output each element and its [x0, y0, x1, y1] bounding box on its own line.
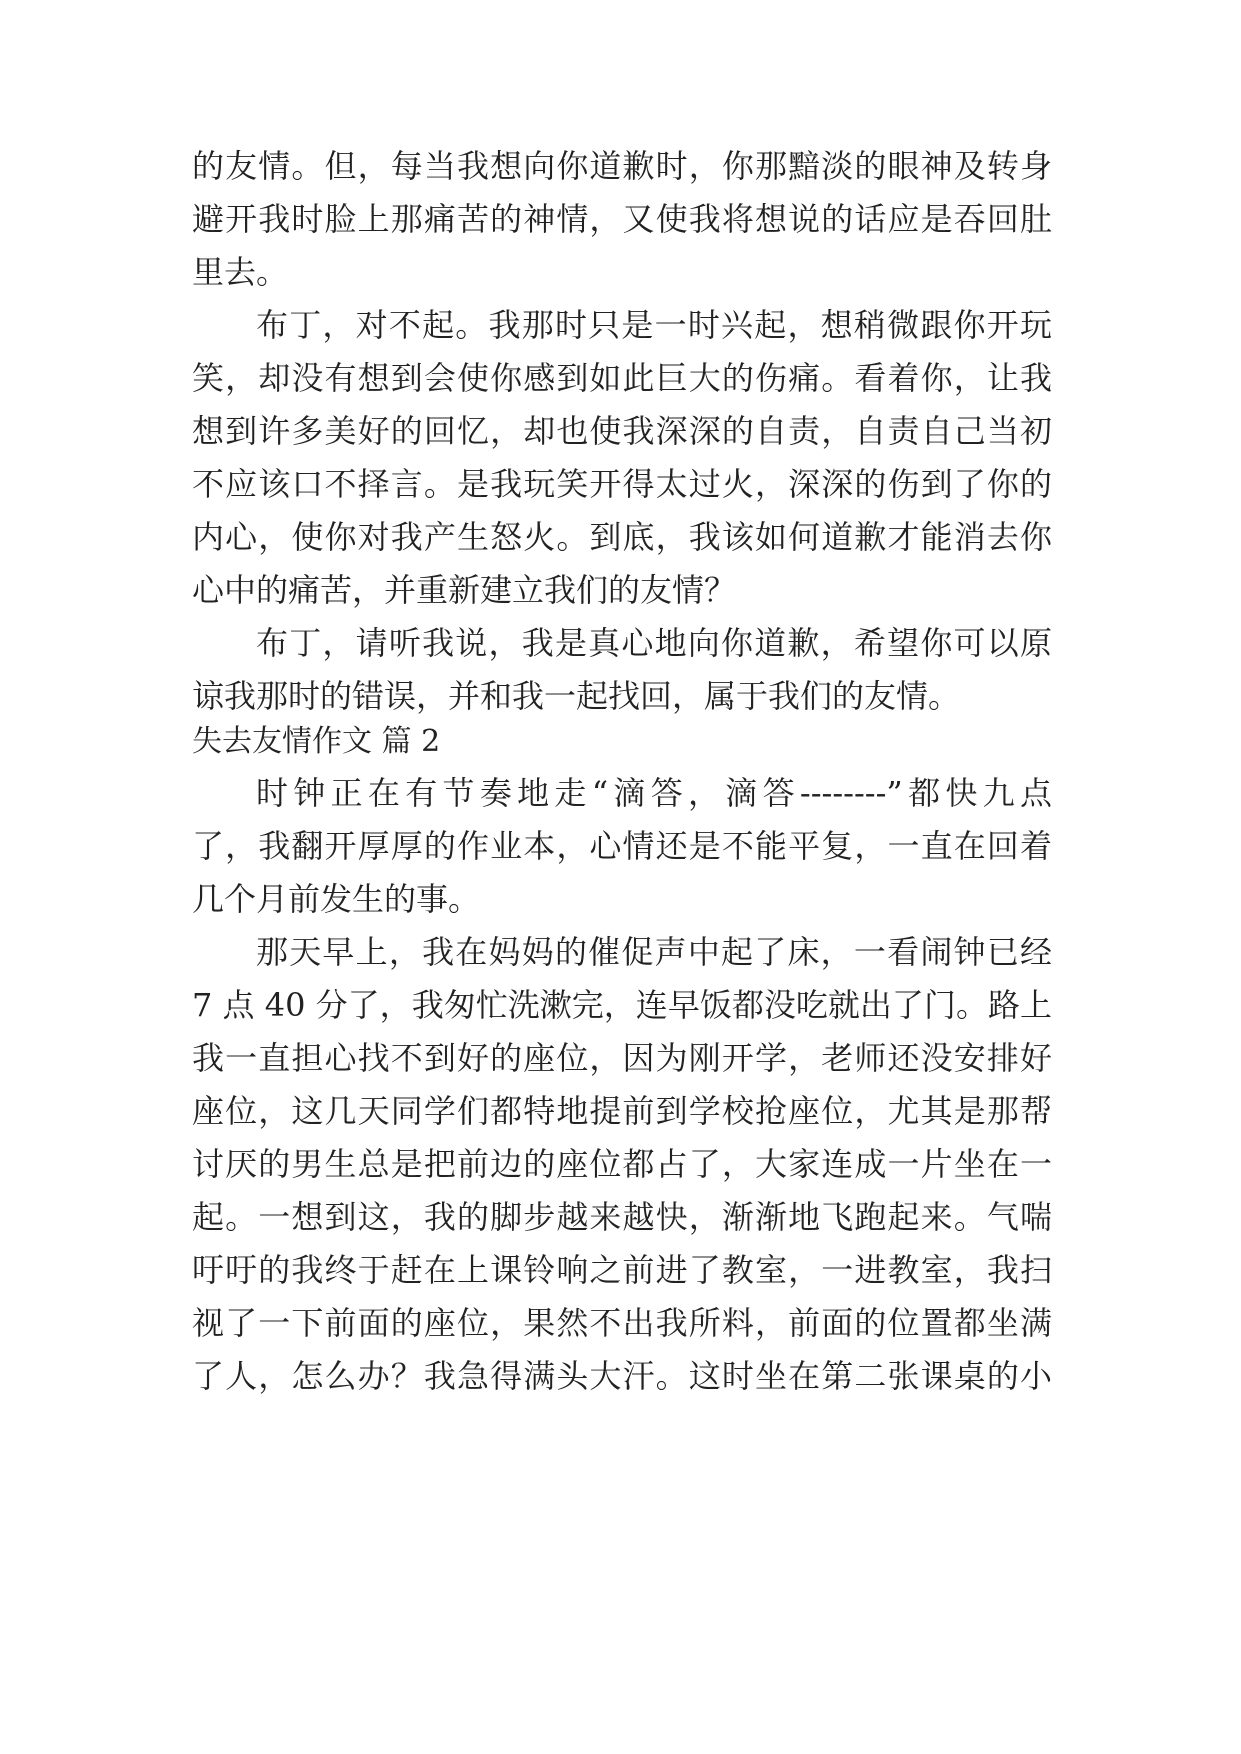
paragraph-line: 了人，怎么办？我急得满头大汗。这时坐在第二张课桌的小 [192, 1357, 1052, 1395]
paragraph-line: 避开我时脸上那痛苦的神情，又使我将想说的话应是吞回肚 [192, 200, 1052, 238]
paragraph-line: 讨厌的男生总是把前边的座位都占了，大家连成一片坐在一 [192, 1145, 1052, 1183]
paragraph-line: 里去。 [192, 253, 289, 291]
paragraph-line: 7 点 40 分了，我匆忙洗漱完，连早饭都没吃就出了门。路上 [192, 986, 1052, 1024]
paragraph-line: 布丁，请听我说，我是真心地向你道歉，希望你可以原 [256, 624, 1052, 662]
paragraph-line: 谅我那时的错误，并和我一起找回，属于我们的友情。 [192, 677, 961, 715]
paragraph-line: 笑，却没有想到会使你感到如此巨大的伤痛。看着你，让我 [192, 359, 1052, 397]
paragraph-line: 座位，这几天同学们都特地提前到学校抢座位，尤其是那帮 [192, 1092, 1052, 1130]
paragraph-line: 想到许多美好的回忆，却也使我深深的自责，自责自己当初 [192, 412, 1052, 450]
paragraph-line: 内心，使你对我产生怒火。到底，我该如何道歉才能消去你 [192, 518, 1052, 556]
paragraph-line: 不应该口不择言。是我玩笑开得太过火，深深的伤到了你的 [192, 465, 1052, 503]
paragraph-line: 了，我翻开厚厚的作业本，心情还是不能平复，一直在回着 [192, 827, 1052, 865]
paragraph-line: 心中的痛苦，并重新建立我们的友情？ [192, 571, 737, 609]
paragraph-line: 几个月前发生的事。 [192, 880, 481, 918]
paragraph-line: 吁吁的我终于赶在上课铃响之前进了教室，一进教室，我扫 [192, 1251, 1052, 1289]
paragraph-line: 那天早上，我在妈妈的催促声中起了床，一看闹钟已经 [256, 933, 1052, 971]
paragraph-line: 起。一想到这，我的脚步越来越快，渐渐地飞跑起来。气喘 [192, 1198, 1052, 1236]
paragraph-line: 我一直担心找不到好的座位，因为刚开学，老师还没安排好 [192, 1039, 1052, 1077]
paragraph-line: 视了一下前面的座位，果然不出我所料，前面的位置都坐满 [192, 1304, 1052, 1342]
paragraph-line: 时钟正在有节奏地走“滴答，滴答--------”都快九点 [256, 774, 1052, 812]
section-heading: 失去友情作文 篇 2 [192, 724, 441, 759]
paragraph-line: 布丁，对不起。我那时只是一时兴起，想稍微跟你开玩 [256, 306, 1052, 344]
paragraph-line: 的友情。但，每当我想向你道歉时，你那黯淡的眼神及转身 [192, 147, 1052, 185]
